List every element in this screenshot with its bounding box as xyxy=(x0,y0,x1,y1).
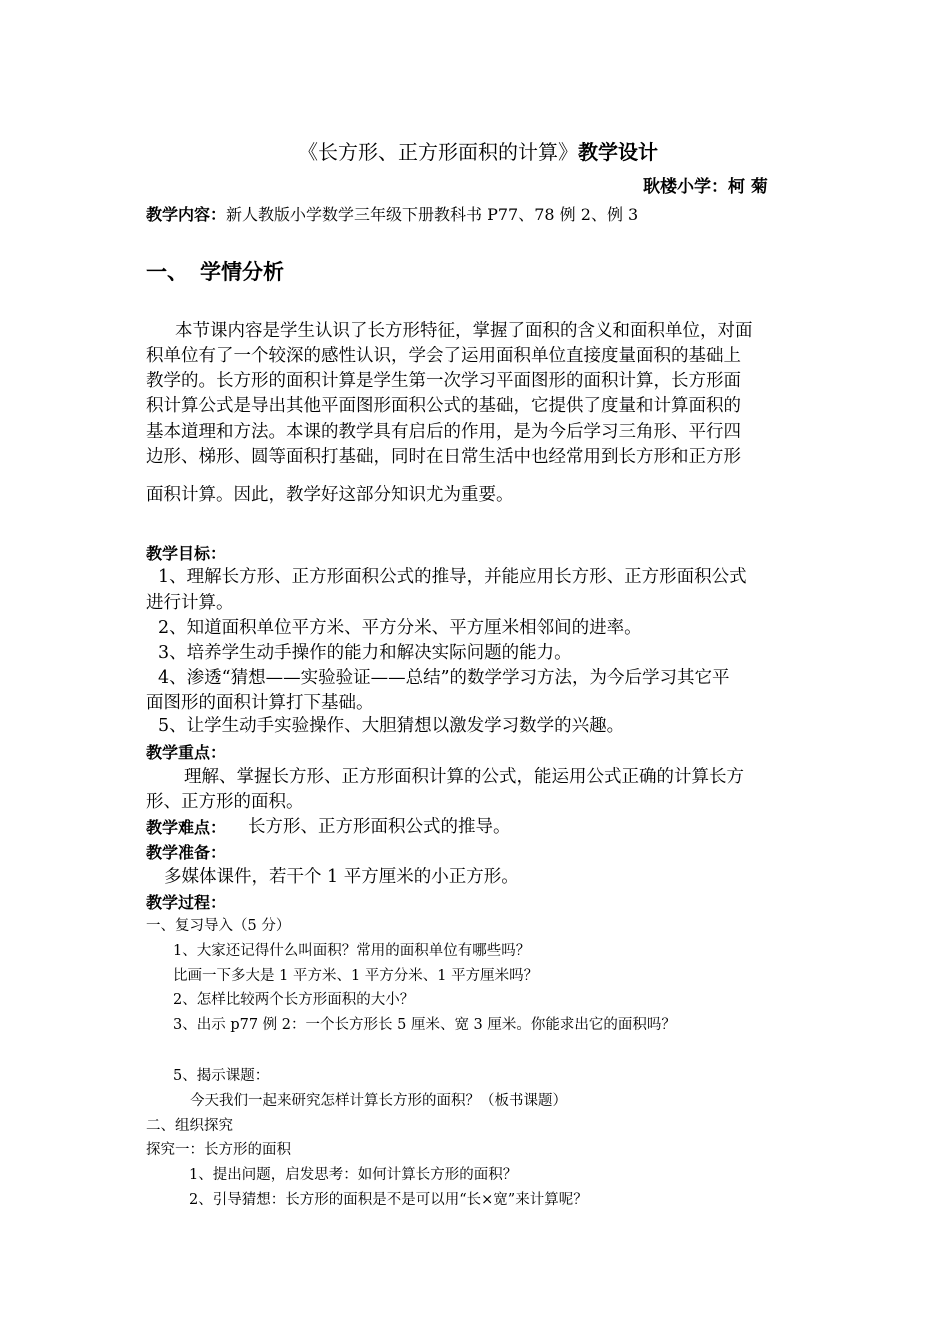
analysis-line: 积单位有了一个较深的感性认识，学会了运用面积单位直接度量面积的基础上 xyxy=(146,346,741,366)
section-title: 学情分析 xyxy=(200,260,284,284)
objective-line: 面图形的面积计算打下基础。 xyxy=(146,693,374,713)
keypoint-label: 教学重点： xyxy=(146,743,227,762)
objective-line: 5、让学生动手实验操作、大胆猜想以激发学习数学的兴趣。 xyxy=(158,716,625,736)
objective-line: 1、理解长方形、正方形面积公式的推导，并能应用长方形、正方形面积公式 xyxy=(158,567,747,587)
process-line: 2、引导猜想：长方形的面积是不是可以用“长×宽”来计算呢？ xyxy=(189,1192,588,1208)
objective-line: 4、渗透“猜想——实验验证——总结”的数学学习方法，为今后学习其它平 xyxy=(158,668,730,688)
analysis-line: 面积计算。因此，教学好这部分知识尤为重要。 xyxy=(146,485,514,505)
objectives-label: 教学目标： xyxy=(146,544,227,563)
objective-line: 进行计算。 xyxy=(146,593,234,613)
keypoint-line: 理解、掌握长方形、正方形面积计算的公式，能运用公式正确的计算长方 xyxy=(184,767,744,787)
analysis-line: 基本道理和方法。本课的教学具有启后的作用，是为今后学习三角形、平行四 xyxy=(146,422,741,442)
process-line: 2、怎样比较两个长方形面积的大小？ xyxy=(173,992,415,1008)
title-suffix: 教学设计 xyxy=(578,140,658,164)
prep-text: 多媒体课件，若干个 1 平方厘米的小正方形。 xyxy=(164,867,519,887)
objective-line: 3、培养学生动手操作的能力和解决实际问题的能力。 xyxy=(158,643,572,663)
difficulty-label: 教学难点： xyxy=(146,818,227,837)
analysis-line: 教学的。长方形的面积计算是学生第一次学习平面图形的面积计算，长方形面 xyxy=(146,371,741,391)
process-line: 1、大家还记得什么叫面积？常用的面积单位有哪些吗？ xyxy=(173,943,531,959)
keypoint-line: 形、正方形的面积。 xyxy=(146,792,304,812)
process-label: 教学过程： xyxy=(146,893,227,912)
process-line: 探究一：长方形的面积 xyxy=(146,1142,291,1158)
process-line: 3、出示 p77 例 2：一个长方形长 5 厘米、宽 3 厘米。你能求出它的面积吗？ xyxy=(173,1017,676,1033)
section-number: 一、 xyxy=(146,260,188,284)
prep-label: 教学准备： xyxy=(146,843,227,862)
author-line: 耿楼小学：柯 菊 xyxy=(643,177,768,197)
content-text: 新人教版小学数学三年级下册教科书 P77、78 例 2、例 3 xyxy=(226,205,639,224)
process-line: 比画一下多大是 1 平方米、1 平方分米、1 平方厘米吗？ xyxy=(173,968,539,984)
analysis-line: 积计算公式是导出其他平面图形面积公式的基础，它提供了度量和计算面积的 xyxy=(146,396,741,416)
title-main: 《长方形、正方形面积的计算》 xyxy=(298,140,578,164)
difficulty-text: 长方形、正方形面积公式的推导。 xyxy=(248,817,511,837)
analysis-line: 边形、梯形、圆等面积打基础，同时在日常生活中也经常用到长方形和正方形 xyxy=(146,447,741,467)
process-line: 5、揭示课题： xyxy=(173,1068,270,1084)
content-label: 教学内容： xyxy=(146,205,227,224)
process-line: 二、组织探究 xyxy=(146,1118,233,1134)
process-line: 今天我们一起来研究怎样计算长方形的面积？（板书课题） xyxy=(190,1093,567,1109)
analysis-line: 本节课内容是学生认识了长方形特征，掌握了面积的含义和面积单位，对面 xyxy=(175,321,753,341)
document-title xyxy=(298,142,658,162)
content-line xyxy=(146,207,638,223)
objective-line: 2、知道面积单位平方米、平方分米、平方厘米相邻间的进率。 xyxy=(158,618,642,638)
process-line: 一、复习导入（5 分） xyxy=(146,918,291,934)
process-line: 1、提出问题，启发思考：如何计算长方形的面积？ xyxy=(189,1167,518,1183)
